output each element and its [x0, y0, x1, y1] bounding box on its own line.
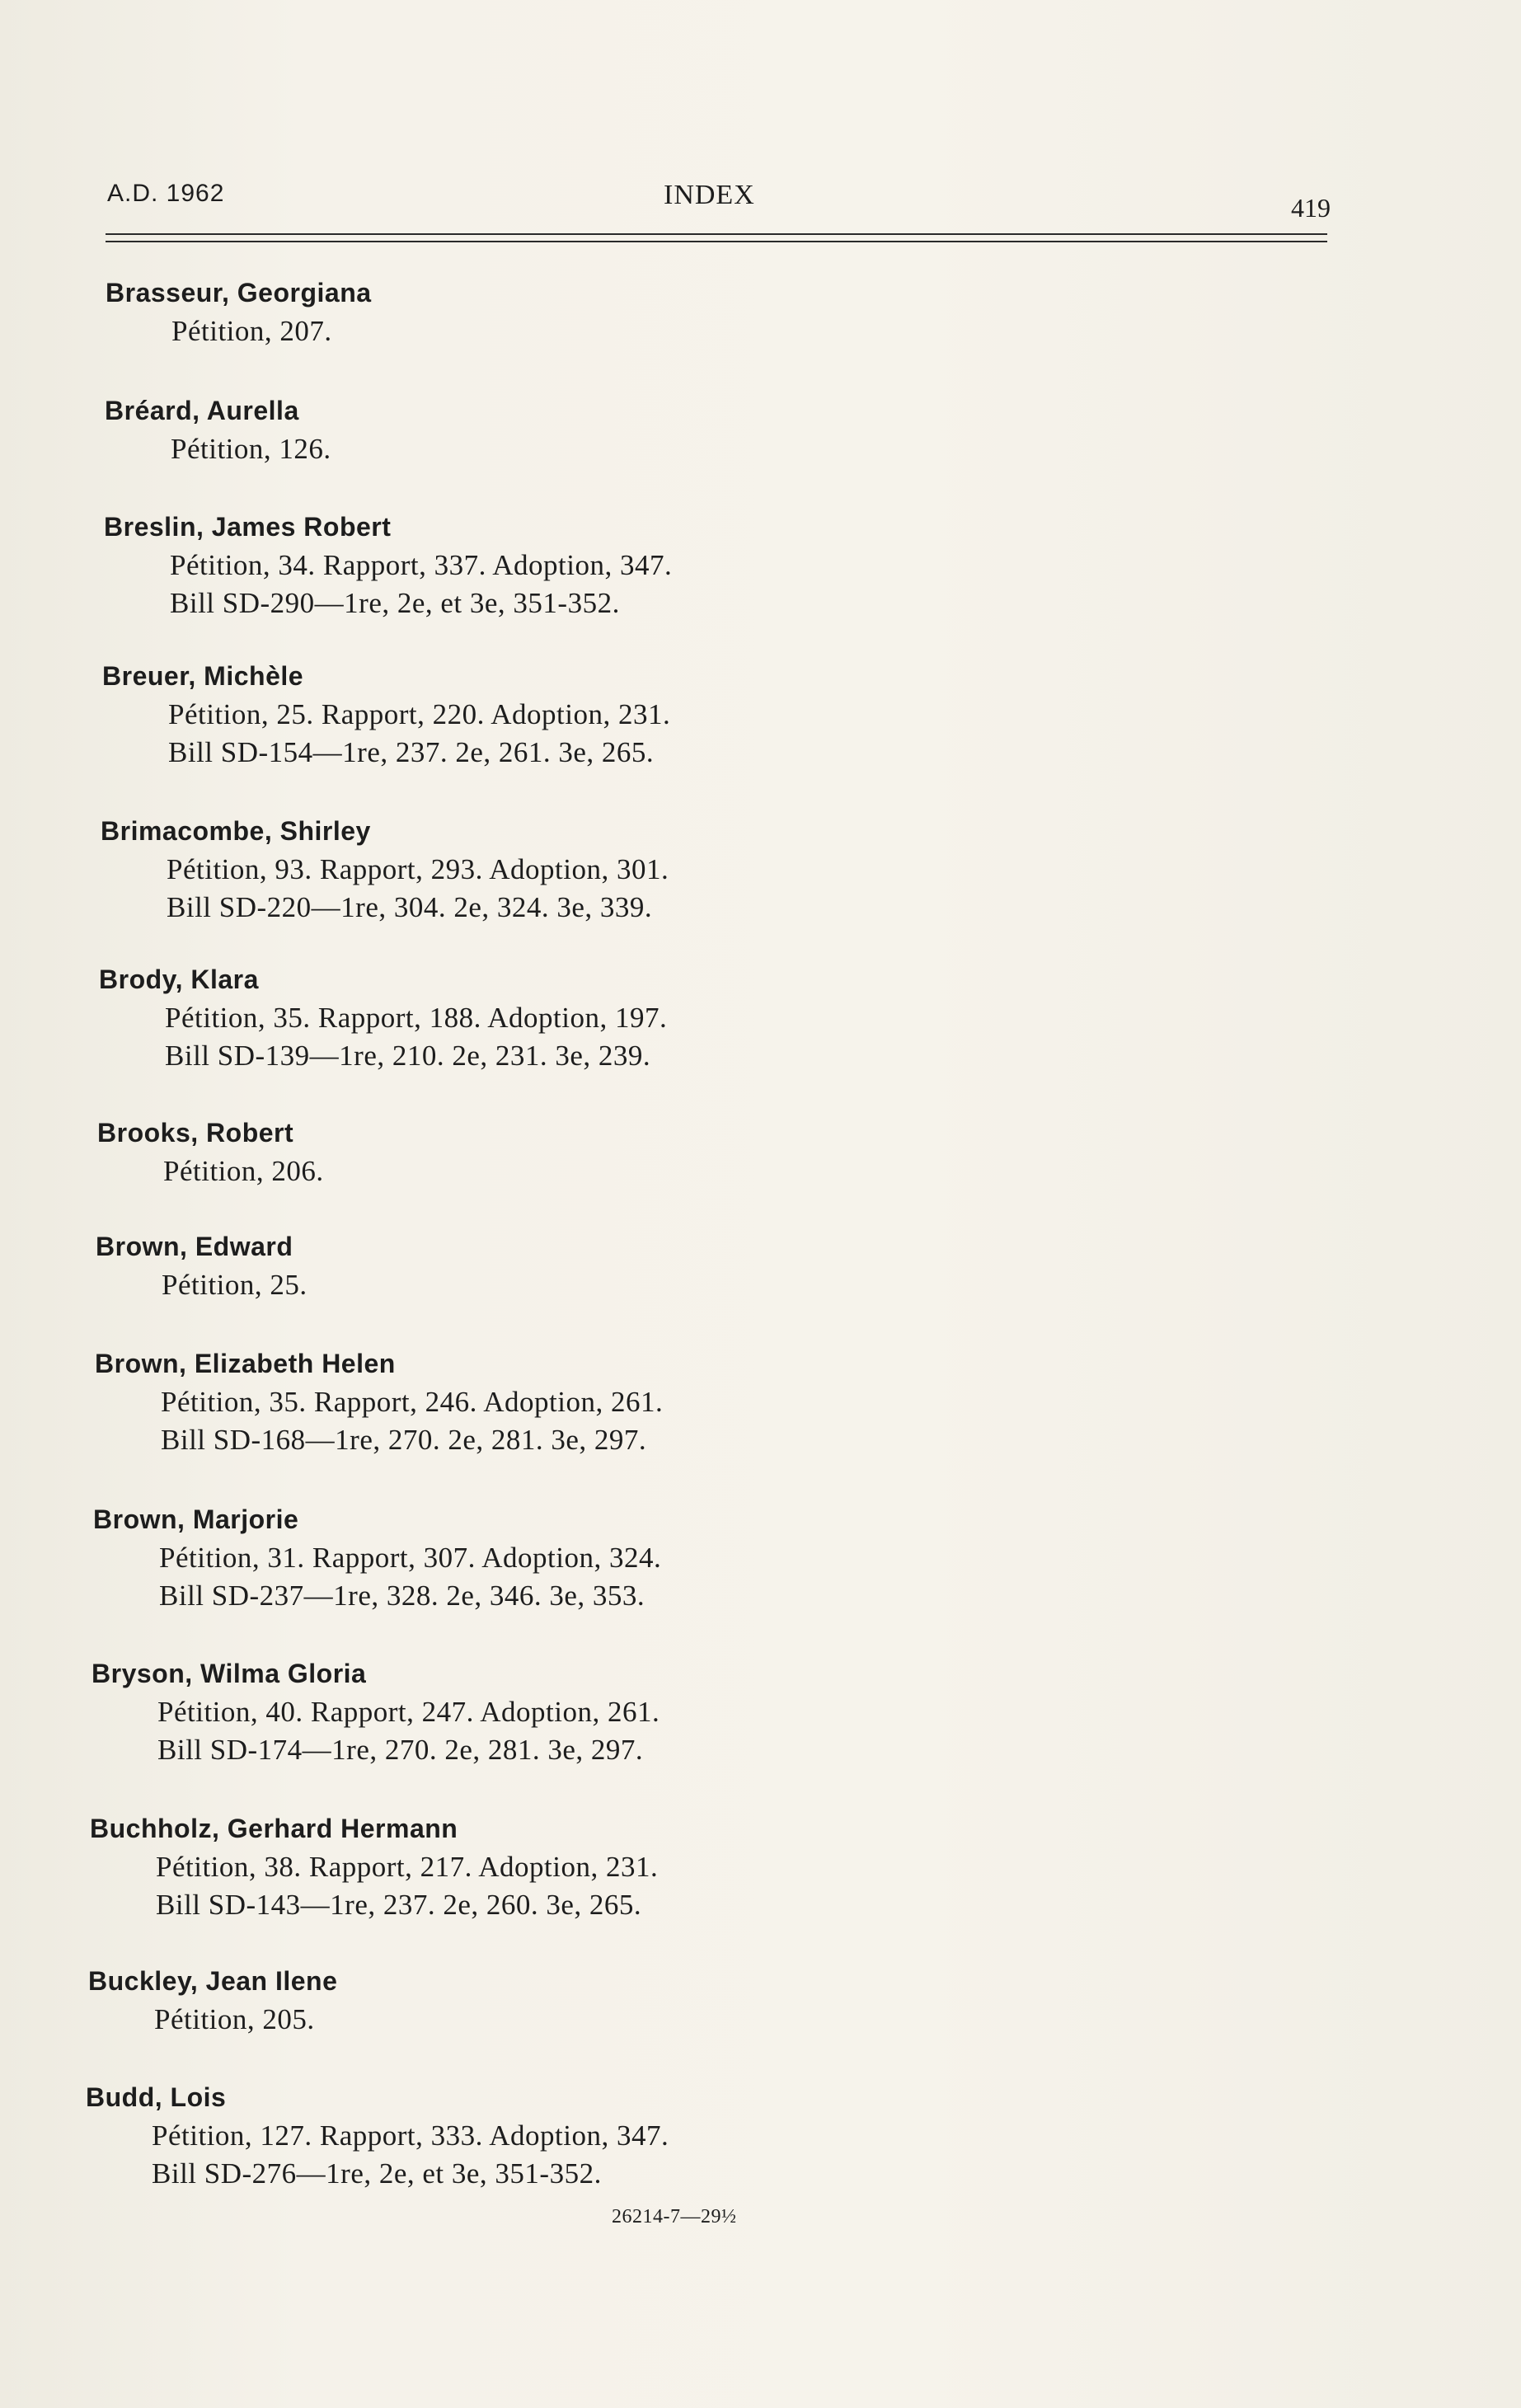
index-entry [96, 1230, 920, 1304]
entry-detail-line: Pétition, 127. Rapport, 333. Adoption, 347. [152, 2119, 669, 2152]
entry-name: Brasseur, Georgiana [106, 278, 372, 307]
entry-detail-line: Bill SD-237—1re, 328. 2e, 346. 3e, 353. [159, 1580, 645, 1612]
footer-printer-code: 26214-7—29½ [612, 2206, 737, 2227]
entry-name: Bréard, Aurella [105, 396, 299, 425]
entry-name: Brody, Klara [99, 965, 259, 994]
index-entry [99, 963, 923, 1075]
entry-detail-line: Bill SD-139—1re, 210. 2e, 231. 3e, 239. [165, 1040, 651, 1072]
entry-detail-line: Pétition, 40. Rapport, 247. Adoption, 261. [157, 1696, 660, 1728]
entry-name: Buchholz, Gerhard Hermann [90, 1814, 458, 1843]
entry-name: Bryson, Wilma Gloria [92, 1659, 367, 1688]
entry-detail-line: Pétition, 38. Rapport, 217. Adoption, 231. [156, 1851, 659, 1883]
entry-detail-line: Bill SD-290—1re, 2e, et 3e, 351-352. [170, 587, 620, 619]
entry-detail-line: Bill SD-154—1re, 237. 2e, 261. 3e, 265. [168, 736, 655, 768]
entry-detail-line: Pétition, 205. [154, 2003, 315, 2035]
entry-name: Breslin, James Robert [104, 512, 392, 542]
entry-detail-line: Pétition, 34. Rapport, 337. Adoption, 347. [170, 549, 673, 581]
entry-name: Budd, Lois [86, 2082, 227, 2112]
index-entry [105, 394, 929, 468]
entry-detail-line: Pétition, 25. Rapport, 220. Adoption, 231. [168, 698, 671, 730]
entry-detail-line: Pétition, 207. [171, 315, 332, 347]
entry-detail-line: Pétition, 126. [171, 433, 331, 465]
index-entry [88, 1964, 913, 2039]
index-entry [95, 1347, 919, 1459]
entry-name: Brown, Marjorie [93, 1504, 299, 1534]
entry-name: Brown, Edward [96, 1232, 293, 1261]
entry-detail-line: Pétition, 35. Rapport, 246. Adoption, 261. [161, 1386, 664, 1418]
index-entry [101, 814, 925, 927]
entry-name: Buckley, Jean Ilene [88, 1966, 338, 1996]
index-entry [92, 1657, 916, 1769]
entry-detail-line: Pétition, 93. Rapport, 293. Adoption, 301. [167, 853, 669, 885]
index-entry [86, 2081, 910, 2193]
index-entry [90, 1812, 914, 1924]
entry-name: Brimacombe, Shirley [101, 816, 371, 846]
entry-detail-line: Pétition, 25. [162, 1269, 307, 1301]
entry-detail-line: Bill SD-276—1re, 2e, et 3e, 351-352. [152, 2157, 602, 2190]
index-entry [97, 1116, 922, 1190]
index-entry [104, 510, 928, 622]
entry-detail-line: Bill SD-168—1re, 270. 2e, 281. 3e, 297. [161, 1424, 647, 1456]
index-entry [102, 660, 927, 772]
entry-detail-line: Pétition, 31. Rapport, 307. Adoption, 324. [159, 1542, 662, 1574]
entry-detail-line: Bill SD-174—1re, 270. 2e, 281. 3e, 297. [157, 1734, 644, 1766]
header-title: INDEX [664, 180, 755, 210]
entry-detail-line: Pétition, 35. Rapport, 188. Adoption, 197. [165, 1002, 668, 1034]
entry-detail-line: Bill SD-220—1re, 304. 2e, 324. 3e, 339. [167, 891, 653, 923]
page-number: 419 [1291, 193, 1331, 223]
entry-detail-line: Bill SD-143—1re, 237. 2e, 260. 3e, 265. [156, 1889, 642, 1921]
header-year: A.D. 1962 [107, 180, 225, 207]
entry-name: Brown, Elizabeth Helen [95, 1349, 396, 1378]
index-entry [93, 1503, 918, 1615]
entry-detail-line: Pétition, 206. [163, 1155, 324, 1187]
entry-name: Brooks, Robert [97, 1118, 294, 1148]
index-entry [106, 276, 930, 350]
entry-name: Breuer, Michèle [102, 661, 304, 691]
